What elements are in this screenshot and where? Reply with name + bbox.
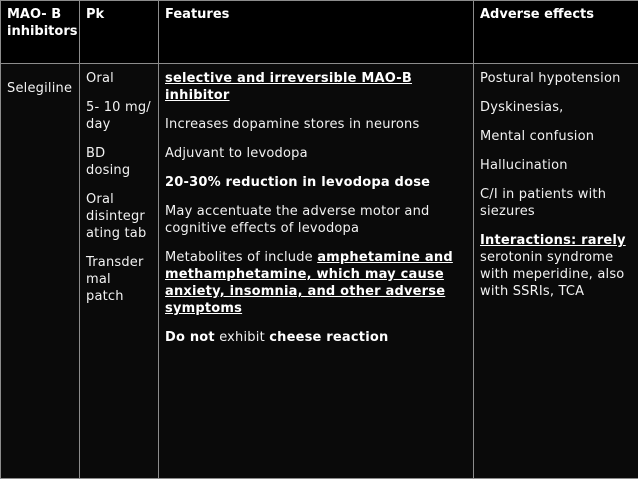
header-row: [1, 1, 638, 64]
feature-selectivity: selective and irreversible MAO-B inhibitor: [165, 71, 412, 103]
pk-formulation-patch: Transder mal patch: [86, 255, 144, 304]
interactions-label: Interactions: rarely: [480, 233, 626, 248]
metabolites-prefix: Metabolites of include: [165, 250, 318, 265]
feature-metabolites: [165, 249, 467, 317]
adverse-contraindication: C/I in patients with siezures: [480, 187, 607, 219]
table-row: [1, 64, 638, 479]
pk-dose: 5- 10 mg/ day: [86, 100, 151, 132]
feature-dopamine: Increases dopamine stores in neurons: [165, 117, 420, 132]
pk-formulation-tab: Oral disintegr ating tab: [86, 192, 147, 241]
pk-cell: [80, 64, 159, 479]
pk-route: Oral: [86, 71, 114, 86]
adverse-dyskinesias: Dyskinesias,: [480, 100, 564, 115]
adverse-hypotension: Postural hypotension: [480, 71, 621, 86]
header-adverse-effects: Adverse effects: [474, 1, 638, 64]
header-features: Features: [159, 1, 474, 64]
feature-accentuate: May accentuate the adverse motor and cognitive effects of levodopa: [165, 204, 430, 236]
feature-dose-reduction: 20-30% reduction in levodopa dose: [165, 175, 431, 190]
metabolites-bold: amphetamine and methamphetamine, which may cause anxiety, insomnia, and other adverse symptoms: [165, 250, 453, 316]
do-not-text: Do not: [165, 330, 215, 345]
features-cell: [159, 64, 474, 479]
adverse-effects-cell: [474, 64, 638, 479]
exhibit-text: exhibit: [214, 330, 270, 345]
cheese-reaction-text: cheese reaction: [269, 330, 389, 345]
header-drug-class: MAO- B inhibitors: [1, 1, 80, 64]
pk-frequency: BD dosing: [86, 146, 131, 178]
adverse-confusion: Mental confusion: [480, 129, 595, 144]
adverse-hallucination: Hallucination: [480, 158, 568, 173]
feature-adjuvant: Adjuvant to levodopa: [165, 146, 308, 161]
interactions-text: serotonin syndrome with meperidine, also with SSRIs, TCA: [480, 250, 625, 299]
feature-cheese-reaction: [165, 329, 467, 346]
drug-name-cell: [1, 64, 80, 479]
header-pk: Pk: [80, 1, 159, 64]
drug-name: Selegiline: [7, 81, 73, 96]
